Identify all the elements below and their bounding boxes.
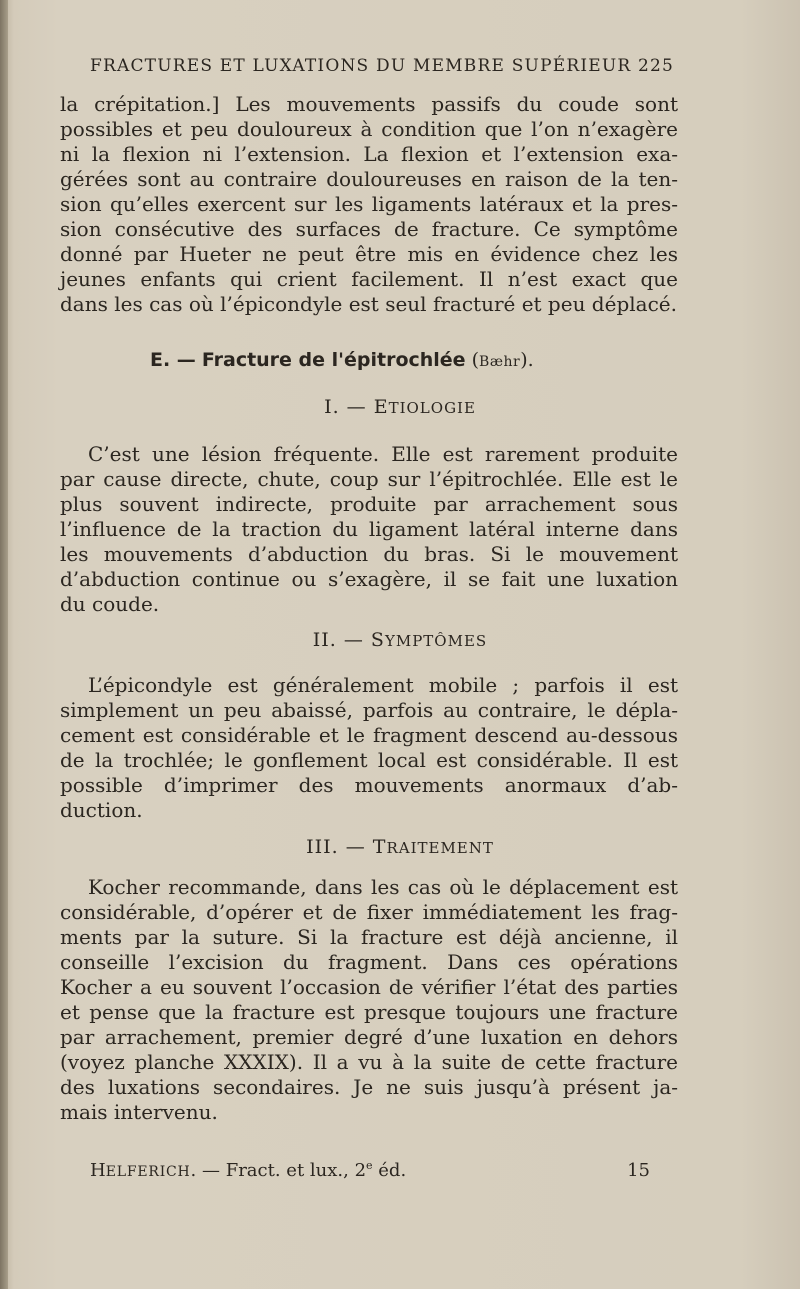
section-title-initial: E bbox=[373, 396, 389, 418]
text-line: jeunes enfants qui crient facilement. Il n’est exact que bbox=[60, 267, 678, 291]
page-number: 225 bbox=[637, 56, 674, 76]
heading-author-close: ). bbox=[520, 349, 534, 371]
section-title-traitement bbox=[0, 836, 800, 862]
signature-mark: 15 bbox=[627, 1160, 650, 1181]
section-title-symptomes bbox=[0, 629, 800, 655]
section-numeral: III. — bbox=[306, 836, 366, 858]
heading-author: Bæhr bbox=[479, 354, 521, 370]
text-line: cement est considérable et le fragment descend au-dessous bbox=[60, 723, 678, 747]
section-title-rest: YMPTÔMES bbox=[384, 632, 488, 650]
text-line: plus souvent indirecte, produite par arrachement sous bbox=[60, 492, 678, 516]
text-line: par arrachement, premier degré d’une luxation en dehors bbox=[60, 1025, 678, 1049]
footer-author-initial: H bbox=[90, 1160, 106, 1181]
text-line: du coude. bbox=[60, 592, 160, 616]
footer-author-rest: ELFERICH bbox=[105, 1164, 191, 1180]
text-line: considérable, d’opérer et de fixer immédiatement les frag- bbox=[60, 900, 678, 924]
footer-title: . — Fract. et lux., 2 bbox=[190, 1160, 367, 1181]
text-line: possibles et peu douloureux à condition que l’on n’exagère bbox=[60, 117, 678, 141]
text-line: C’est une lésion fréquente. Elle est rarement produite bbox=[88, 442, 678, 466]
section-title-etiologie bbox=[0, 396, 800, 422]
text-line: conseille l’excision du fragment. Dans ces opérations bbox=[60, 950, 678, 974]
text-line: par cause directe, chute, coup sur l’épitrochlée. Elle est le bbox=[60, 467, 678, 491]
text-line: la crépitation.] Les mouvements passifs du coude sont bbox=[60, 92, 678, 116]
section-title-rest: RAITEMENT bbox=[386, 839, 494, 857]
text-line: dans les cas où l’épicondyle est seul fracturé et peu déplacé. bbox=[60, 292, 677, 316]
heading-author-open: ( bbox=[471, 349, 480, 371]
chapter-heading bbox=[150, 349, 534, 375]
heading-prefix: E. — bbox=[150, 349, 196, 371]
footer-edition-sup: e bbox=[366, 1159, 373, 1172]
text-line: l’influence de la traction du ligament latéral interne dans bbox=[60, 517, 678, 541]
text-line: duction. bbox=[60, 798, 143, 822]
text-line: possible d’imprimer des mouvements anormaux d’ab- bbox=[60, 773, 678, 797]
text-line: ni la flexion ni l’extension. La flexion et l’extension exa- bbox=[60, 142, 678, 166]
text-line: des luxations secondaires. Je ne suis jusqu’à présent ja- bbox=[60, 1075, 678, 1099]
text-line: sion consécutive des surfaces de fracture. Ce symptôme bbox=[60, 217, 678, 241]
section-numeral: I. — bbox=[324, 396, 367, 418]
text-line: Kocher recommande, dans les cas où le déplacement est bbox=[88, 875, 678, 899]
page-footer bbox=[90, 1159, 650, 1185]
running-head-title: FRACTURES ET LUXATIONS DU MEMBRE SUPÉRIEUR bbox=[90, 56, 632, 76]
text-line: (voyez planche XXXIX). Il a vu à la suite de cette fracture bbox=[60, 1050, 678, 1074]
section-title-initial: S bbox=[370, 629, 385, 651]
text-line: d’abduction continue ou s’exagère, il se fait une luxation bbox=[60, 567, 678, 591]
text-line: et pense que la fracture est presque toujours une fracture bbox=[60, 1000, 678, 1024]
footer-citation bbox=[90, 1159, 406, 1181]
text-line: L’épicondyle est généralement mobile ; parfois il est bbox=[88, 673, 678, 697]
text-line: gérées sont au contraire douloureuses en raison de la ten- bbox=[60, 167, 678, 191]
text-line: mais intervenu. bbox=[60, 1100, 218, 1124]
heading-title: Fracture de l'épitrochlée bbox=[201, 349, 466, 371]
section-title-initial: T bbox=[372, 836, 387, 858]
text-line: ments par la suture. Si la fracture est déjà ancienne, il bbox=[60, 925, 678, 949]
footer-edition-end: éd. bbox=[372, 1160, 407, 1181]
running-head bbox=[90, 56, 674, 80]
section-numeral: II. — bbox=[312, 629, 364, 651]
text-line: les mouvements d’abduction du bras. Si le mouvement bbox=[60, 542, 678, 566]
section-title-rest: TIOLOGIE bbox=[388, 399, 476, 417]
text-line: simplement un peu abaissé, parfois au contraire, le dépla- bbox=[60, 698, 678, 722]
text-line: de la trochlée; le gonflement local est considérable. Il est bbox=[60, 748, 678, 772]
text-line: Kocher a eu souvent l’occasion de vérifier l’état des parties bbox=[60, 975, 678, 999]
text-line: donné par Hueter ne peut être mis en évidence chez les bbox=[60, 242, 678, 266]
text-line: sion qu’elles exercent sur les ligaments latéraux et la pres- bbox=[60, 192, 678, 216]
